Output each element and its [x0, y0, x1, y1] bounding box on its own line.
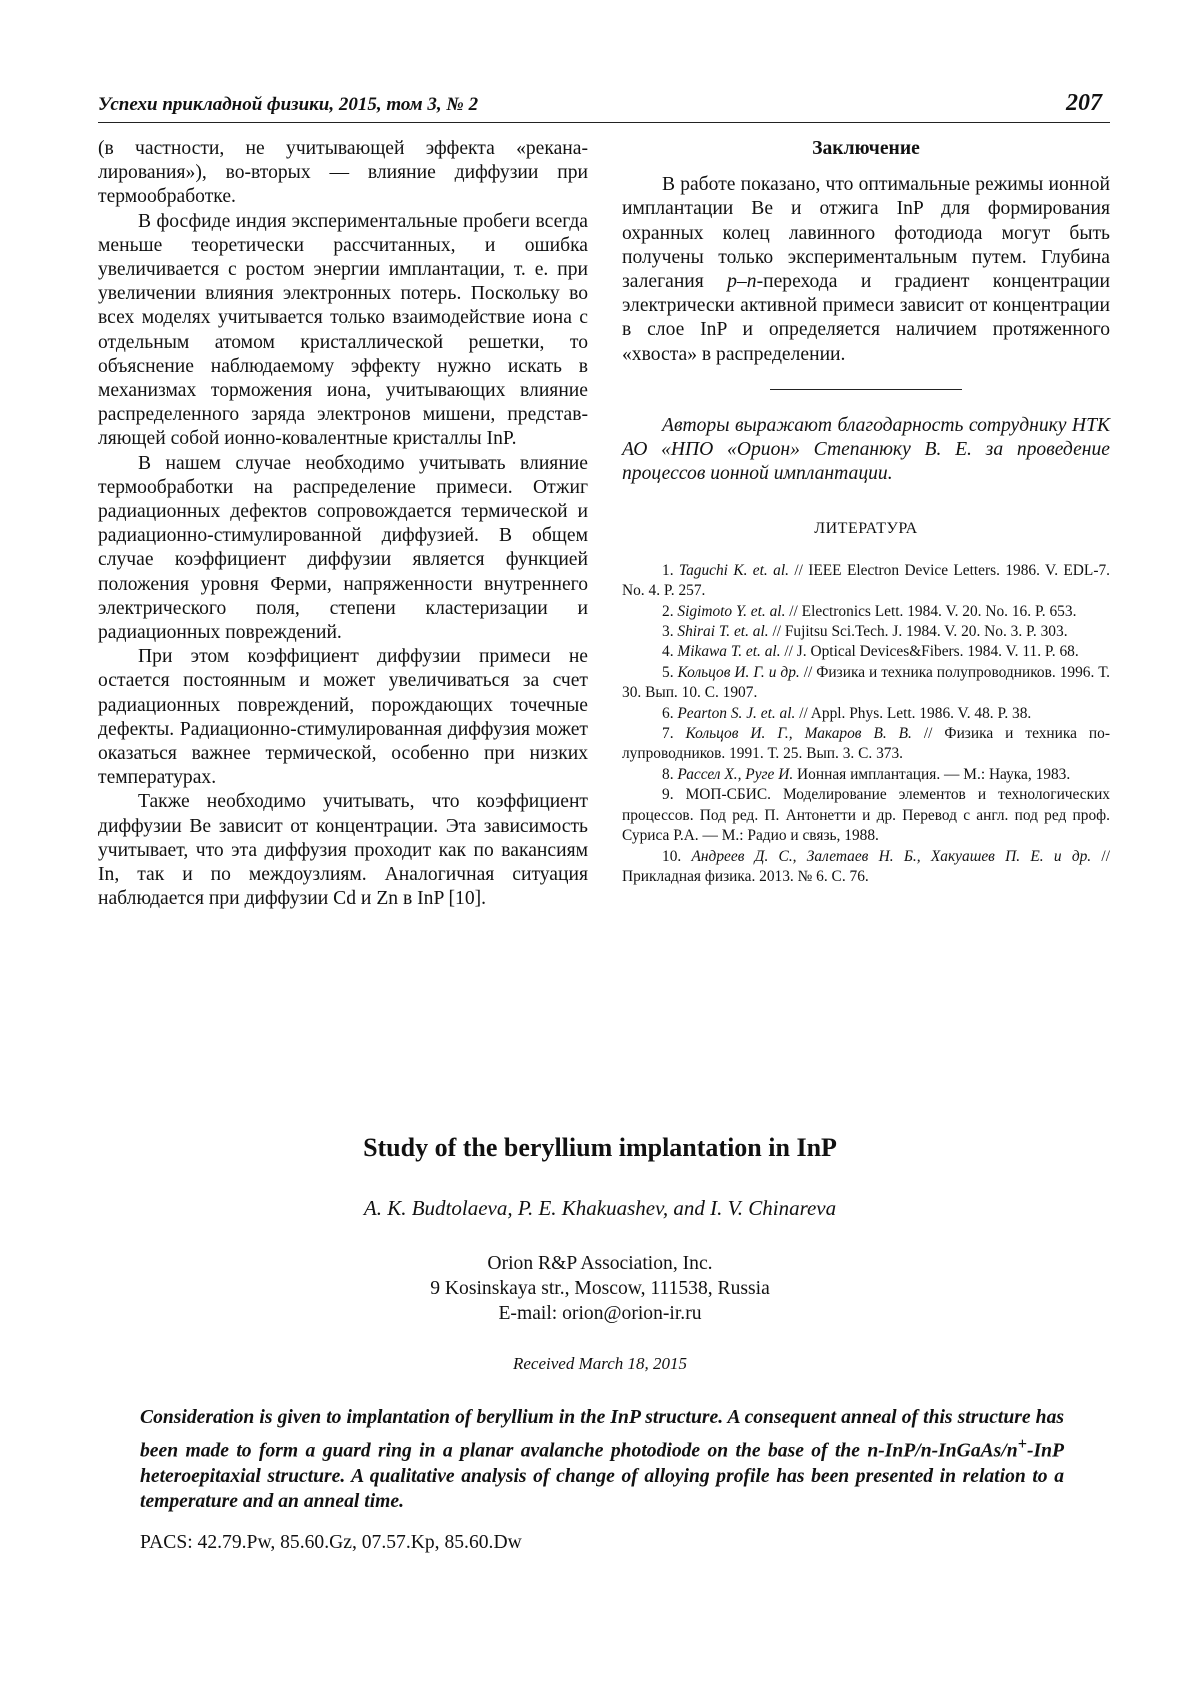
left-column	[98, 137, 588, 912]
ref-authors: Shirai T. et. al.	[677, 623, 769, 641]
reference-list	[622, 561, 1110, 888]
ref-authors: Taguchi K. et. al.	[678, 561, 789, 579]
ref-number: 9.	[662, 786, 686, 804]
reference-item	[622, 642, 1110, 662]
english-authors: A. K. Budtolaeva, P. E. Khakuashev, and I. V. Chinareva	[363, 1196, 837, 1220]
pacs-codes: PACS: 42.79.Pw, 85.60.Gz, 07.57.Kp, 85.60.Dw	[140, 1532, 522, 1553]
reference-item	[622, 663, 1110, 704]
abstract-part: Consideration is given to implantation of beryllium in the InP structure. A consequent anneal of this structure has been made to form a guard ring in a planar avalanche photodiode on the base of the n-InP/n-InGaAs/n	[140, 1407, 1064, 1462]
ref-number: 4.	[662, 643, 678, 661]
ref-authors: Pearton S. J. et. al.	[677, 704, 796, 722]
ref-authors: Кольцов И. Г. и др.	[677, 663, 800, 681]
ref-authors: Андреев Д. С., Залетаев Н. Б., Хакуашев П. Е. и др.	[691, 847, 1092, 865]
ref-source: // Физика и техника полупроводников. 1996. Т. 30. Вып. 10. С. 1907.	[622, 663, 1110, 702]
ref-source: Ионная имплантация. — М.: Наука, 1983.	[793, 765, 1071, 783]
ref-source: // Appl. Phys. Lett. 1986. V. 48. P. 38.	[795, 704, 1032, 722]
reference-item	[622, 602, 1110, 622]
ref-source: // Electronics Lett. 1984. V. 20. No. 16. P. 653.	[785, 602, 1077, 620]
separator-rule	[770, 389, 962, 390]
affiliation-org: Orion R&P Association, Inc.	[487, 1253, 713, 1274]
ref-number: 5.	[662, 663, 678, 681]
body-paragraph: Также необходимо учитывать, что коэффициент диффузии Be зависит от концентрации. Эта зависимость учитывает, что эта диффузия проходит как по вакансиям In, так и по междоузлиям. Аналогичная ситуация наблюдается при диффузии Cd и Zn в InP [10].	[98, 791, 588, 910]
abstract-superscript: +	[1017, 1433, 1027, 1453]
body-paragraph: При этом коэффициент диффузии примеси не остается постоянным и может увеличиваться за счет радиационных повреждений, порождающих точечные дефекты. Радиационно-стимулированная диффузия может оказаться важнее термической, особенно при низких температурах.	[98, 646, 588, 789]
reference-item	[622, 561, 1110, 602]
references-heading: ЛИТЕРАТУРА	[814, 519, 918, 537]
affiliation-email: E-mail: orion@orion-ir.ru	[498, 1303, 702, 1324]
acknowledgement: Авторы выражают благодарность сотруднику НТК АО «НПО «Орион» Степанюку В. Е. за проведение процессов ионной имплантации.	[622, 415, 1110, 485]
affiliation-address: 9 Kosinskaya str., Moscow, 111538, Russia	[430, 1278, 770, 1299]
conclusion-text	[622, 173, 1110, 367]
ref-authors: Sigimoto Y. et. al.	[677, 602, 786, 620]
ref-source: // Fujitsu Sci.Tech. J. 1984. V. 20. No. 3. P. 303.	[768, 623, 1068, 641]
ref-number: 1.	[662, 561, 679, 579]
body-paragraph: В нашем случае необходимо учитывать влияние термообработки на распределение примеси. Отжиг радиационных дефектов сопровождается термической и радиационно-стимулированной диффузией. В общем случае коэффициент диффузии является функцией положения уровня Ферми, напряженности внутреннего электрического поля, степени кластеризации и радиационных повреждений.	[98, 452, 588, 644]
reference-item	[622, 724, 1110, 765]
english-abstract	[140, 1405, 1064, 1515]
conclusion-text-part: В работе показано, что оптимальные режимы ионной имплантации Be и отжига InP для формирования охранных колец лавинного фотодиода могут быть получены только экспериментальным путем. Глубина залегания	[622, 174, 1110, 293]
running-header	[98, 92, 1110, 123]
ref-number: 2.	[662, 602, 678, 620]
ref-authors: Кольцов И. Г., Макаров В. В.	[685, 725, 912, 743]
ref-source: // J. Optical Devices&Fibers. 1984. V. 11. P. 68.	[780, 643, 1079, 661]
ref-number: 10.	[662, 847, 692, 865]
body-paragraph: (в частности, не учитывающей эффекта «реканалирования»), во-вторых — влияние диффузии при термообработке.	[98, 138, 588, 208]
english-title: Study of the beryllium implantation in InP	[363, 1133, 837, 1162]
ref-source: МОП-СБИС. Моделирование элементов и технологических процессов. Под ред. П. Антонетти и др. Перевод с англ. под ред проф. Суриса Р.А. — М.: Радио и связь, 1988.	[622, 786, 1110, 845]
ref-source: // Физика и техника полупроводников. 1991. Т. 25. Вып. 3. С. 373.	[622, 725, 1111, 763]
reference-item	[622, 785, 1110, 846]
affiliation-block	[0, 1251, 1200, 1326]
abstract-part: -InP heteroepitaxial structure. A qualitative analysis of change of alloying profile has been presented in relation to a temperature and an anneal time.	[140, 1440, 1064, 1513]
right-column	[622, 137, 1110, 887]
ref-number: 8.	[662, 765, 678, 783]
reference-item	[622, 622, 1110, 642]
conclusion-heading: Заключение	[812, 138, 920, 159]
page-number: 207	[1066, 90, 1102, 116]
ref-number: 7.	[662, 725, 686, 743]
ref-source: // IEEE Electron Device Letters. 1986. V. EDL-7. No. 4. P. 257.	[622, 561, 1110, 600]
ref-source: // Прикладная физика. 2013. № 6. С. 76.	[622, 847, 1110, 885]
pn-junction-term: p–n	[727, 271, 757, 293]
reference-item	[622, 847, 1110, 888]
body-paragraph: В фосфиде индия экспериментальные пробеги всегда меньше теоретически рассчитанных, и ошибка увеличивается с ростом энергии имплантации, т. е. при увеличении влияния электронных потерь. Поскольку во всех моделях учитывается только взаимодействие иона с отдельным атомом кристаллической решетки, то объяснение наблюдаемому эффекту нужно искать в механизмах торможения иона, учитывающих влияние распределенного заряда электронов мишени, представляющей собой ионно-ковалентные кристаллы InP.	[98, 210, 588, 450]
received-date: Received March 18, 2015	[512, 1354, 688, 1373]
conclusion-text-part: -перехода и градиент концентрации электрически активной примеси зависит от концентрации в слое InP и определяется наличием протяженного «хвоста» в распределении.	[622, 271, 1110, 365]
ref-number: 6.	[662, 704, 678, 722]
ref-authors: Рассел Х., Руге И.	[677, 765, 794, 783]
reference-item	[622, 704, 1110, 724]
ref-number: 3.	[662, 623, 678, 641]
reference-item	[622, 765, 1110, 785]
ref-authors: Mikawa T. et. al.	[677, 643, 781, 661]
journal-citation: Успехи прикладной физики, 2015, том 3, № 2	[98, 94, 479, 115]
